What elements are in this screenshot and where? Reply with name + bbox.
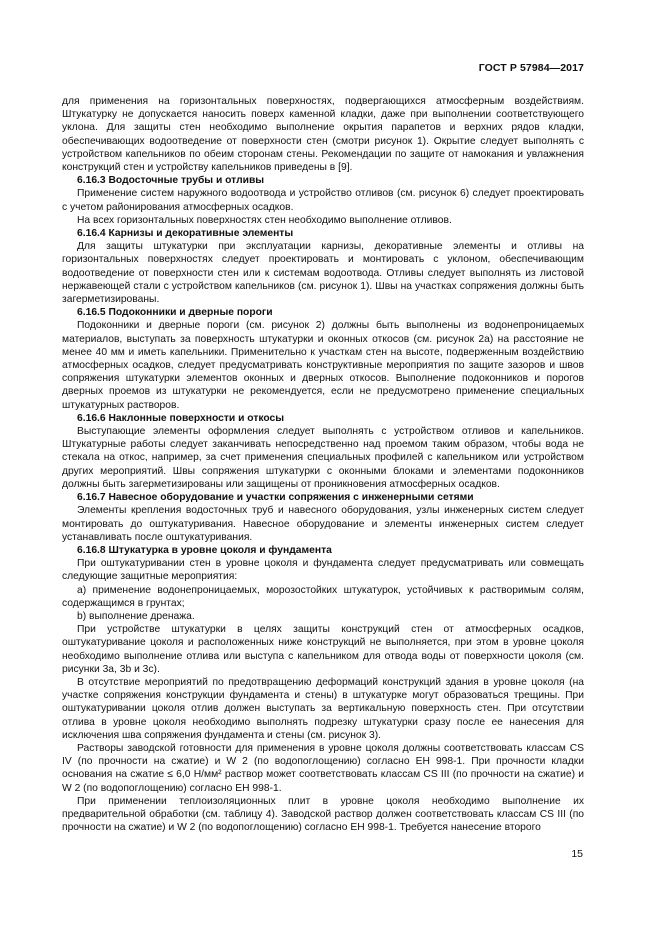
paragraph: При применении теплоизоляционных плит в уровне цоколя необходимо выполнение их предварительной обработки (см. таблицу 4). Заводской раствор должен соответствовать классам CS III (по прочности на сжатие) и W 2 (по водопоглощению) согласно ЕН 998-1. Требуется нанесение второго bbox=[62, 795, 584, 834]
paragraph: Элементы крепления водосточных труб и навесного оборудования, узлы инженерных систем следует монтировать до оштукатуривания. Навесное оборудование и элементы инженерных систем следует устанавливать после оштукатуривания. bbox=[62, 505, 584, 543]
paragraph: При оштукатуривании стен в уровне цоколя и фундамента следует предусматривать или совмещать следующие защитные мероприятия: bbox=[62, 558, 584, 583]
paragraph: В отсутствие мероприятий по предотвращению деформаций конструкций здания в уровне цоколя (на участке сопряжения конструкции фундамента и стены) в штукатурке могут образоваться трещины. При оштукатуривании цоколя отлив должен выступать за вертикальную поверхность стен. При отсутствии отлива в уровне цоколя необходимо выполнять подрезку штукатурки сразу после ее нанесения для исключения шва сопряжения фундамента и стены (см. рисунок 3). bbox=[62, 676, 584, 741]
section-heading: 6.16.3 Водосточные трубы и отливы bbox=[77, 175, 265, 187]
standard-code-header: ГОСТ Р 57984—2017 bbox=[478, 62, 584, 74]
paragraph: При устройстве штукатурки в целях защиты конструкций стен от атмосферных осадков, оштукатуривание цоколя и расположенных ниже конструкций не выполняется, при этом в уровне цоколя необходимо выполнение отлива или выступа с капельником для отвода воды от поверхности цоколя (см. рисунки 3а, 3b и 3с). bbox=[62, 624, 584, 675]
paragraph: На всех горизонтальных поверхностях стен необходимо выполнение отливов. bbox=[77, 214, 452, 226]
document-body bbox=[62, 95, 584, 834]
section-heading: 6.16.7 Навесное оборудование и участки сопряжения с инженерными сетями bbox=[77, 492, 474, 504]
section-heading: 6.16.4 Карнизы и декоративные элементы bbox=[77, 228, 294, 240]
paragraph: для применения на горизонтальных поверхностях, подвергающихся атмосферным воздействиям. Штукатурку не допускается наносить поверх каменной кладки, даже при выполнении соответствующего уклона. Для защиты стен необходимо выполнение окрытия парапетов и верхних рядов кладки, обеспечивающих водоотведение от поверхности стен (смотри рисунок 1). Окрытие следует выполнять с устройством капельников по обеим сторонам стены. Рекомендации по защите от намокания и увлажнения конструкций стен и устройству капельников приведены в [9]. bbox=[62, 96, 584, 174]
paragraph: Для защиты штукатурки при эксплуатации карнизы, декоративные элементы и отливы на горизонтальных поверхностях следует проектировать и монтировать с уклоном, обеспечивающим водоотведение от поверхности стен или к системам водоотвода. Отливы следует выполнять из листовой нержавеющей стали с устройством капельников (см. рисунок 1). Швы на участках сопряжения должны быть загерметизированы. bbox=[62, 241, 584, 306]
section-heading: 6.16.5 Подоконники и дверные пороги bbox=[77, 307, 273, 319]
section-heading: 6.16.8 Штукатурка в уровне цоколя и фундамента bbox=[77, 544, 332, 556]
section-heading: 6.16.6 Наклонные поверхности и откосы bbox=[77, 412, 285, 424]
paragraph: Выступающие элементы оформления следует выполнять с устройством отливов и капельников. Штукатурные работы следует заканчивать непосредственно над проемом таким образом, чтобы вода не стекала на откос, например, за счет применения специальных профилей с капельником или устройством других мероприятий. Швы сопряжения штукатурки с оконными блоками и элементами подоконников должны быть загерметизированы или защищены от проникновения атмосферных осадков. bbox=[62, 426, 584, 490]
paragraph: Растворы заводской готовности для применения в уровне цоколя должны соответствовать классам CS IV (по прочности на сжатие) и W 2 (по водопоглощению) согласно ЕН 998-1. При прочности кладки основания на сжатие ≤ 6,0 Н/мм² раствор может соответствовать классам CS III (по прочности на сжатие) и W 2 (по водопоглощению) согласно ЕН 998-1. bbox=[62, 742, 584, 794]
page-number: 15 bbox=[571, 848, 583, 860]
paragraph: Подоконники и дверные пороги (см. рисунок 2) должны быть выполнены из водонепроницаемых материалов, выступать за поверхность штукатурки и оконных откосов (см. рисунок 2а) на расстояние не менее 40 мм и иметь капельники. Применительно к участкам стен на высоте, подверженным воздействию атмосферных осадков, следует предусматривать конструктивные мероприятия по защите зазоров и швов сопряжения штукатурки элементов оконных и дверных откосов. Выполнение подоконников и порогов дверных проемов из штукатурки не рекомендуется, если не предусмотрено применение специальных штукатурных растворов. bbox=[62, 320, 584, 411]
paragraph: b) выполнение дренажа. bbox=[77, 610, 195, 622]
paragraph: Применение систем наружного водоотвода и устройство отливов (см. рисунок 6) следует проектировать с учетом районирования атмосферных осадков. bbox=[62, 188, 584, 213]
paragraph: а) применение водонепроницаемых, морозостойких штукатурок, устойчивых к растворимым солям, содержащимся в грунтах; bbox=[62, 584, 584, 609]
